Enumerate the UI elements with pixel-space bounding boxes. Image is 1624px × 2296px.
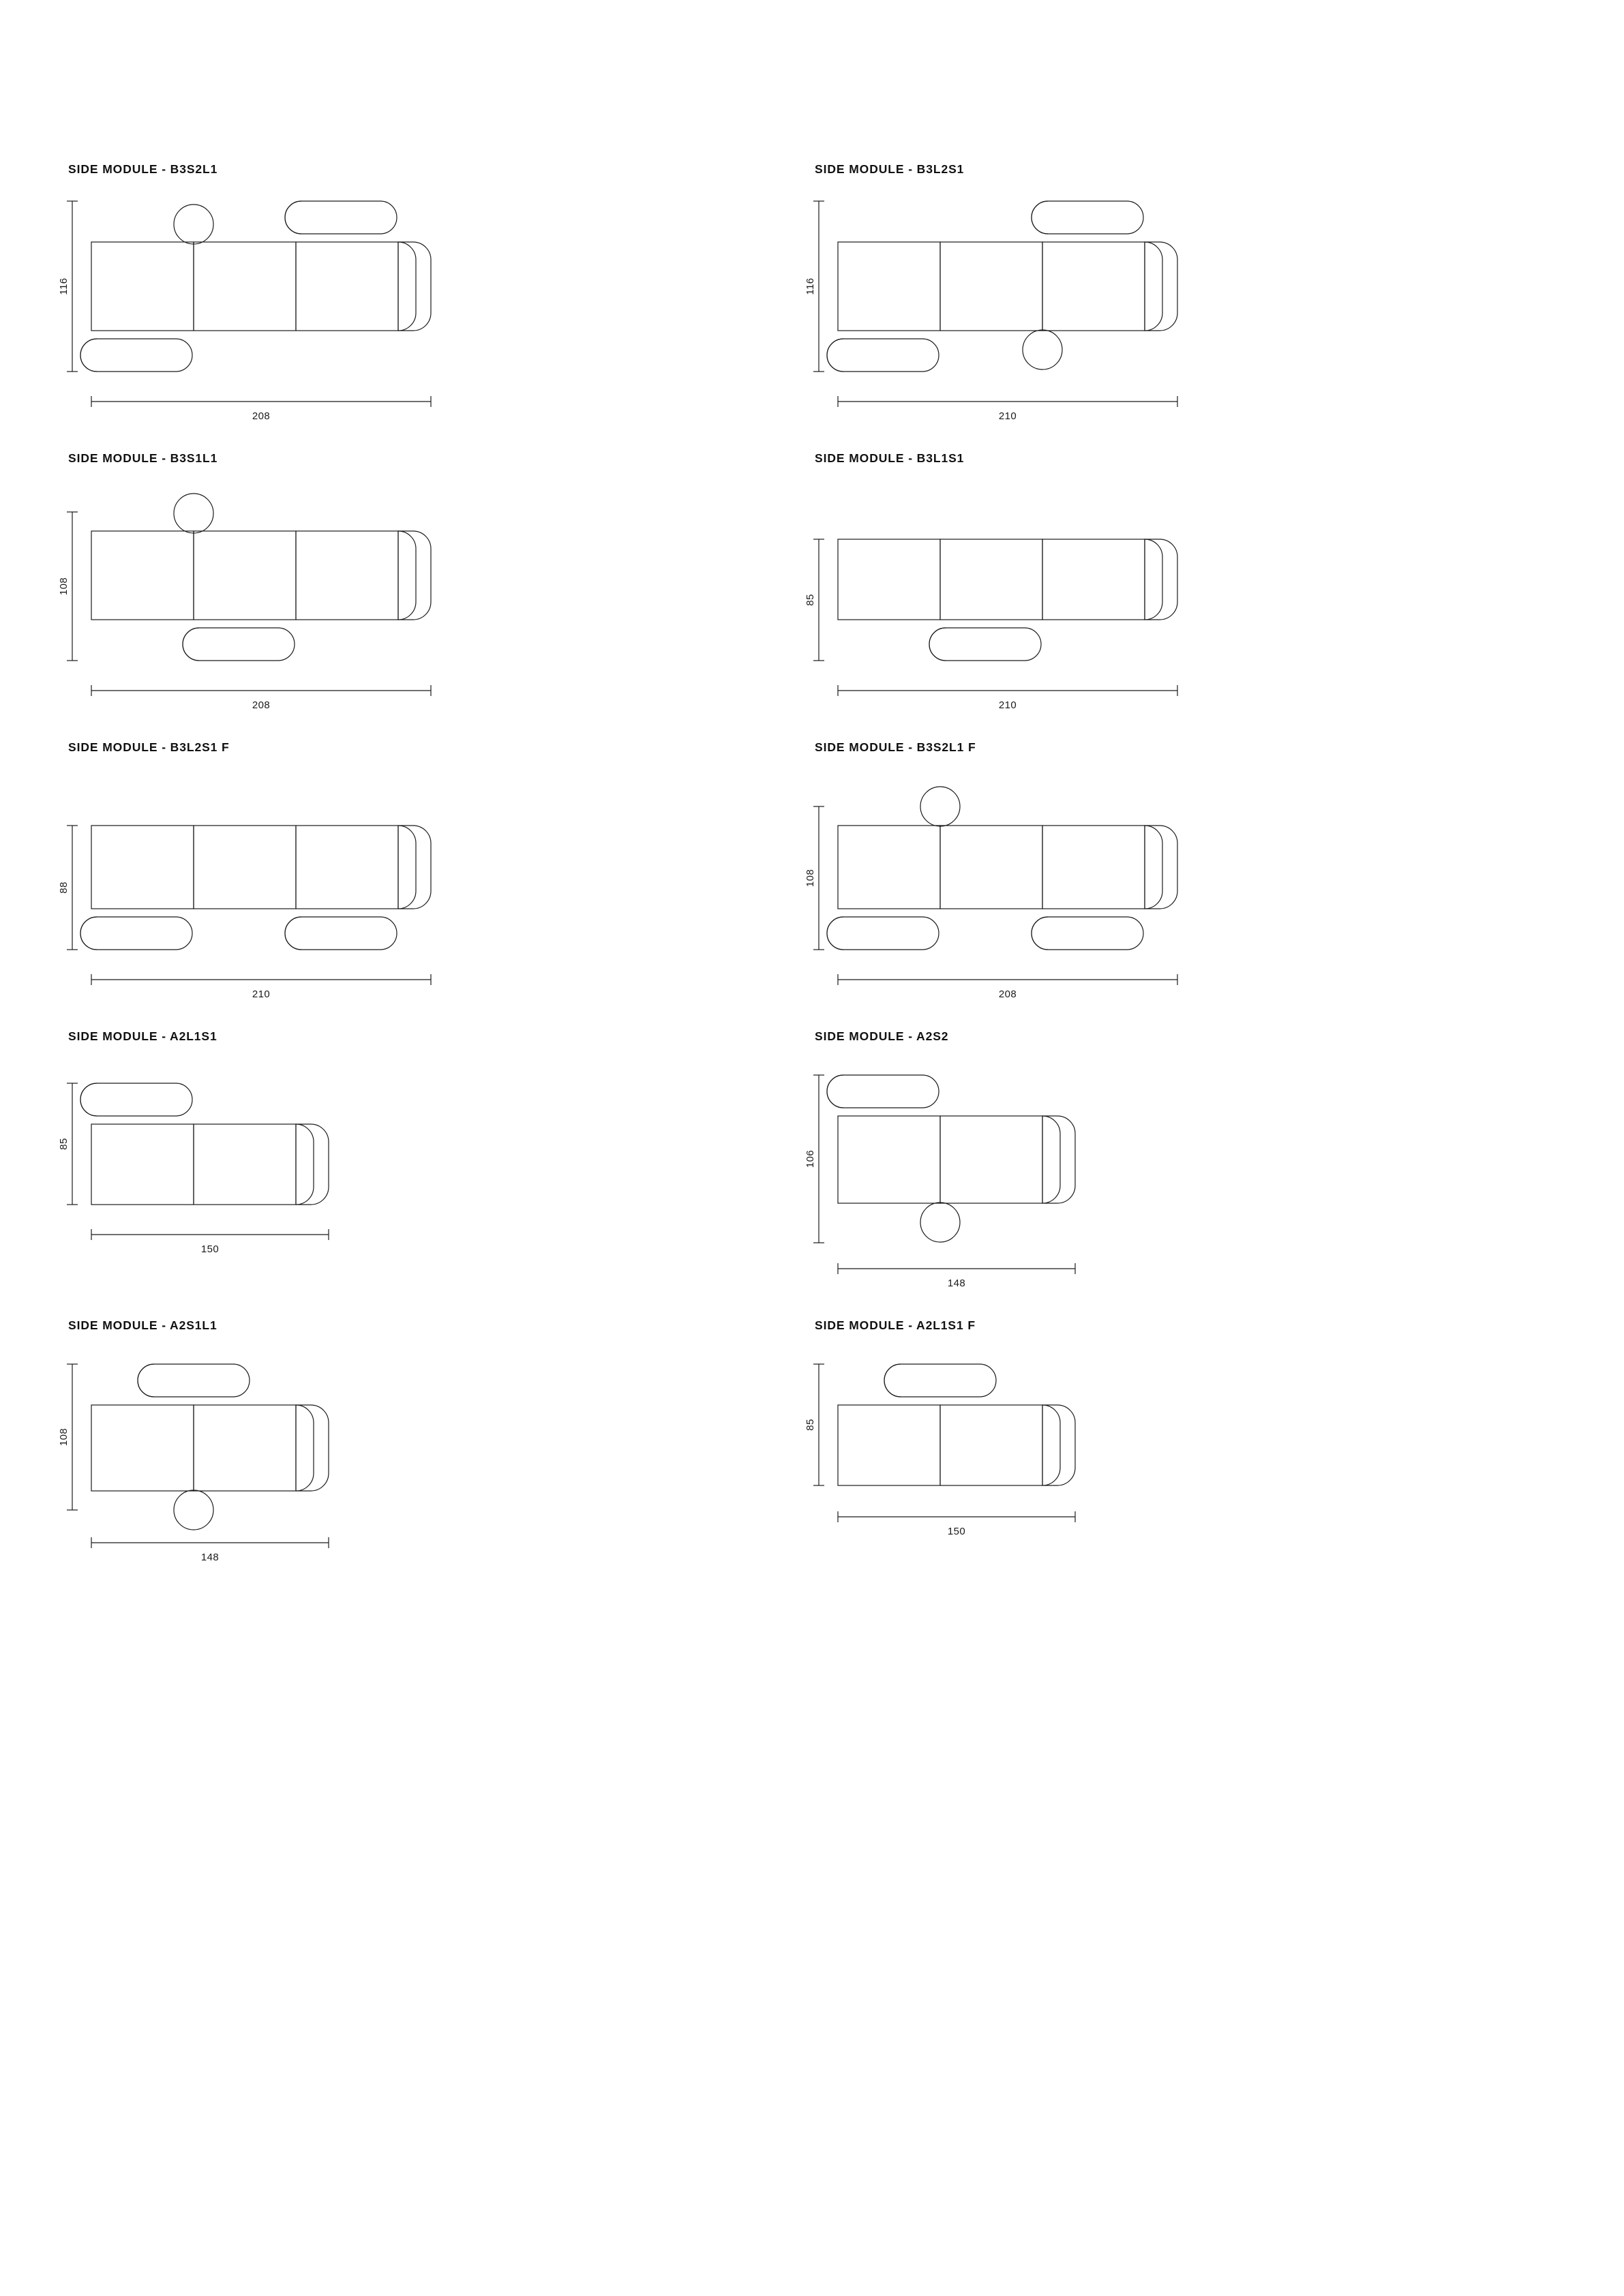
height-dimension-label: 108 — [58, 1428, 70, 1447]
width-dimension-label: 210 — [998, 410, 1017, 422]
width-dimension-label: 208 — [252, 699, 271, 711]
width-dimension-label: 150 — [947, 1526, 966, 1537]
module-drawing — [805, 1049, 1559, 1318]
height-dimension-label: 85 — [805, 594, 816, 606]
module-cell-b3l2s1-f — [58, 740, 812, 1029]
width-dimension-label: 210 — [252, 988, 271, 1000]
module-title: SIDE MODULE - A2S2 — [815, 1029, 949, 1043]
module-title: SIDE MODULE - A2S1L1 — [68, 1318, 217, 1332]
module-cell-b3s2l1 — [58, 162, 812, 451]
module-title: SIDE MODULE - A2L1S1 — [68, 1029, 217, 1043]
height-dimension-label: 85 — [58, 1138, 70, 1150]
module-cell-b3s2l1-f — [805, 740, 1559, 1029]
module-cell-b3s1l1 — [58, 451, 812, 740]
module-row — [58, 740, 1559, 1029]
module-cell-a2s1l1 — [58, 1318, 812, 1607]
module-grid — [58, 162, 1559, 1607]
module-drawing — [58, 1049, 812, 1318]
module-row — [58, 1029, 1559, 1318]
module-row — [58, 451, 1559, 740]
module-cell-b3l1s1 — [805, 451, 1559, 740]
module-cell-a2l1s1 — [58, 1029, 812, 1318]
module-drawing — [58, 1338, 812, 1607]
height-dimension-label: 116 — [805, 277, 816, 295]
module-title: SIDE MODULE - B3L2S1 F — [68, 740, 230, 754]
module-drawing — [58, 182, 812, 451]
module-cell-a2l1s1-f — [805, 1318, 1559, 1607]
module-row — [58, 1318, 1559, 1607]
width-dimension-label: 150 — [200, 1243, 220, 1255]
module-cell-a2s2 — [805, 1029, 1559, 1318]
module-cell-b3l2s1 — [805, 162, 1559, 451]
module-drawing — [805, 471, 1559, 740]
module-title: SIDE MODULE - A2L1S1 F — [815, 1318, 976, 1332]
module-drawing — [805, 1338, 1559, 1607]
width-dimension-label: 148 — [200, 1552, 220, 1563]
module-title: SIDE MODULE - B3L1S1 — [815, 451, 965, 465]
height-dimension-label: 106 — [805, 1149, 816, 1168]
width-dimension-label: 208 — [998, 988, 1017, 1000]
width-dimension-label: 148 — [947, 1278, 966, 1289]
width-dimension-label: 210 — [998, 699, 1017, 711]
module-drawing — [805, 760, 1559, 1029]
module-drawing — [58, 760, 812, 1029]
module-row — [58, 162, 1559, 451]
width-dimension-label: 208 — [252, 410, 271, 422]
module-title: SIDE MODULE - B3S2L1 — [68, 162, 218, 176]
module-drawing — [805, 182, 1559, 451]
module-title: SIDE MODULE - B3L2S1 — [815, 162, 965, 176]
height-dimension-label: 85 — [805, 1419, 816, 1431]
module-title: SIDE MODULE - B3S1L1 — [68, 451, 218, 465]
height-dimension-label: 108 — [805, 868, 816, 888]
module-title: SIDE MODULE - B3S2L1 F — [815, 740, 976, 754]
module-drawing — [58, 471, 812, 740]
height-dimension-label: 88 — [58, 881, 70, 894]
height-dimension-label: 108 — [58, 577, 70, 596]
height-dimension-label: 116 — [58, 277, 70, 295]
